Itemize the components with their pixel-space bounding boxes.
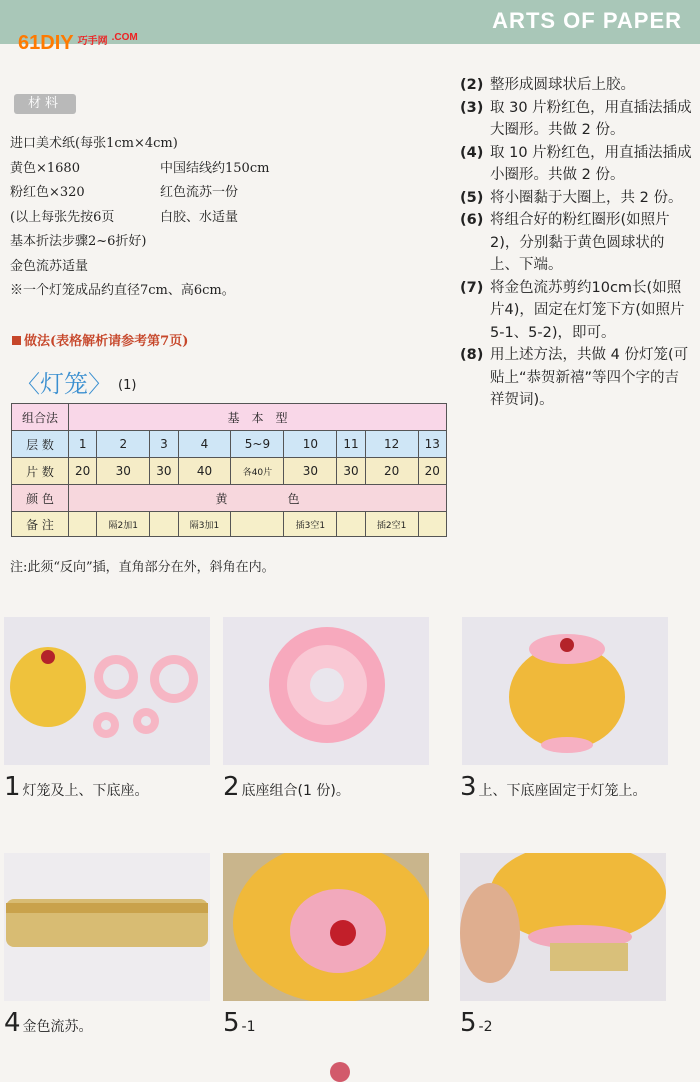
material-line: 进口美术纸(每张1cm×4cm) <box>10 136 178 151</box>
step-item: (7) 将金色流苏剪约10cm长(如照片4)，固定在灯笼下方(如照片5-1、5-2)，即可。 <box>460 279 685 341</box>
material-line: 黄色×1680 中国结线约150cm <box>10 160 270 176</box>
step-item: (4) 取 10 片粉红色，用直插法插成小圈形。共做 2 份。 <box>460 144 692 183</box>
square-bullet-icon <box>12 336 21 345</box>
material-line: (以上每张先按6页 白胶、水适量 <box>10 209 239 225</box>
materials-badge: 材料 <box>14 94 76 114</box>
photo-caption: 5 -2 <box>460 1008 493 1038</box>
material-line: ※一个灯笼成品约直径7cm、高6cm。 <box>10 283 235 298</box>
step-item: (3) 取 30 片粉红色，用直插法插成大圈形。共做 2 份。 <box>460 99 692 138</box>
material-line: 基本折法步骤2~6折好) <box>10 234 147 249</box>
method-heading: 做法(表格解析请参考第7页) <box>12 330 188 349</box>
site-logo: 61DIY $^{巧手网}$ $^{.COM}$ <box>18 32 138 54</box>
page-marker <box>330 1062 350 1082</box>
material-line: 粉红色×320 红色流苏一份 <box>10 185 239 200</box>
photo-caption: 3 上、下底座固定于灯笼上。 <box>460 772 647 802</box>
photo-lantern-and-bases <box>4 617 210 765</box>
photo-base-assembly <box>223 617 429 765</box>
photo-gold-tassel <box>4 853 210 1001</box>
step-item: (6) 将组合好的粉红圈形(如照片 2)，分别黏于黄色圆球状的上、下端。 <box>460 212 670 273</box>
steps-list <box>460 74 692 412</box>
step-item: (5) 将小圈黏于大圈上，共 2 份。 <box>460 189 683 206</box>
photo-tassel-attach-1 <box>223 853 429 1001</box>
step-item: (2) 整形成圆球状后上胶。 <box>460 77 635 93</box>
photo-caption: 5 -1 <box>223 1008 256 1038</box>
step-item: (8) 用上述方法，共做 4 份灯笼(可贴上“恭贺新禧”等四个字的吉祥贺词)。 <box>460 347 689 408</box>
photo-caption: 1 灯笼及上、下底座。 <box>4 772 149 802</box>
photo-caption: 2 底座组合(1 份)。 <box>223 772 350 802</box>
photo-caption: 4 金色流苏。 <box>4 1008 93 1038</box>
table-note: 注:此须“反向”插，直角部分在外，斜角在内。 <box>10 560 275 575</box>
material-line: 金色流苏适量 <box>10 258 89 274</box>
fold-table: 组合法 基 本 型 层 数 1 2 3 4 5~9 10 11 12 13 片 数 20 30 30 40 各40片 30 30 20 20 颜 色 黄 色 备 注 隔2加1 隔3加1 插3空1 插2空1 <box>11 403 447 537</box>
header-title: ARTS OF PAPER <box>492 8 682 33</box>
photo-lantern-with-bases <box>462 617 668 765</box>
materials-list <box>10 132 330 304</box>
lantern-title: 〈灯笼〉 (1) <box>16 370 137 398</box>
photo-tassel-attach-2 <box>460 853 666 1001</box>
